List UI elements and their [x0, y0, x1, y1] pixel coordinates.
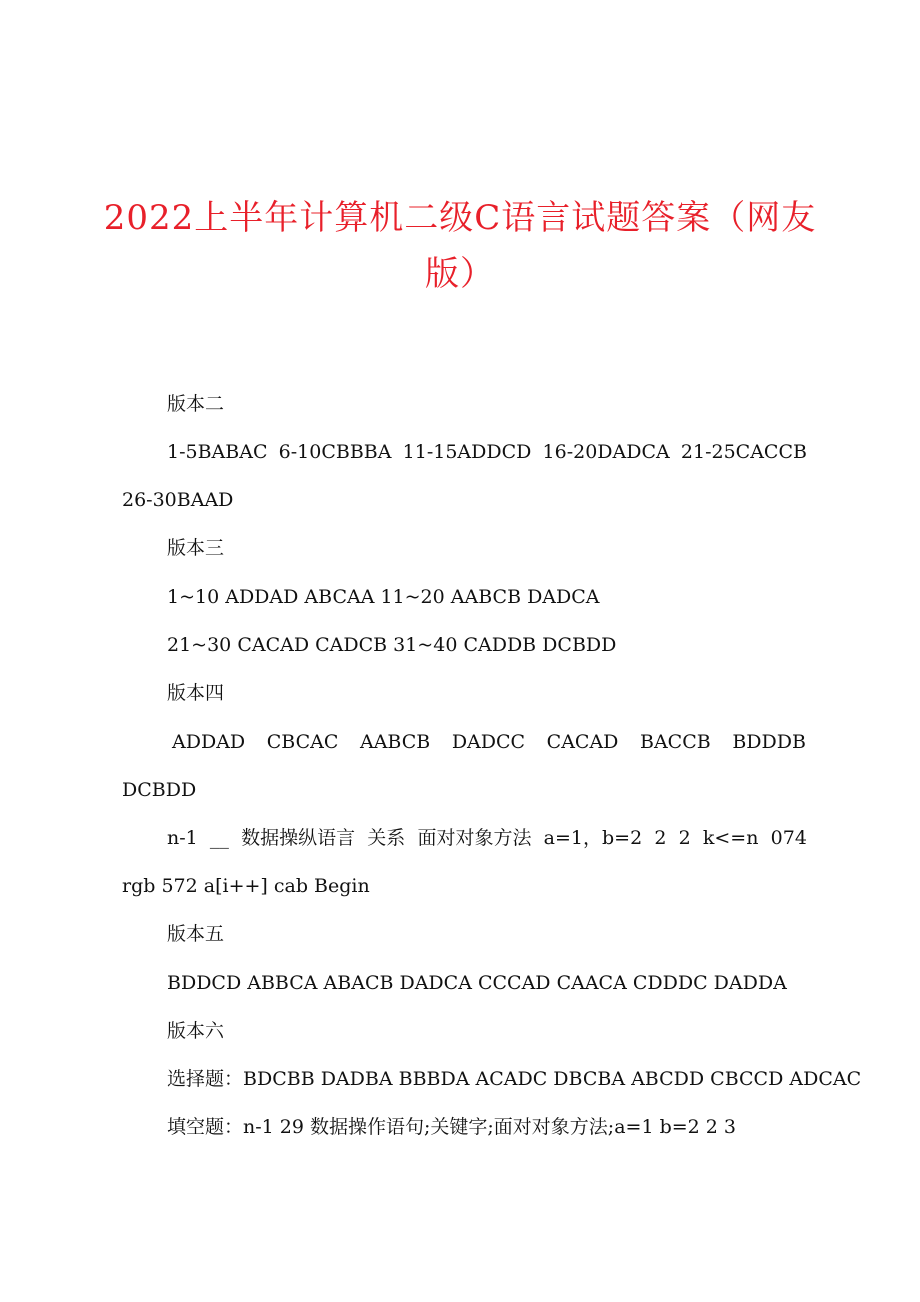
fill-answer: 2: [654, 827, 667, 849]
version-3-answers-line-2: 21~30 CACAD CADCB 31~40 CADDB DCBDD: [167, 634, 617, 656]
fill-answer: 074: [770, 827, 807, 849]
version-6-heading: 版本六: [167, 1020, 225, 1042]
fill-answer: 2: [678, 827, 691, 849]
document-title: 2022上半年计算机二级C语言试题答案（网友版）: [103, 198, 817, 294]
answer-group: CBCAC: [266, 731, 339, 753]
version-5-answers: BDDCD ABBCA ABACB DADCA CCCAD CAACA CDDDC DADDA: [167, 972, 787, 994]
version-3-heading: 版本三: [167, 537, 225, 559]
version-4-fill-answers-continued: rgb 572 a[i++] cab Begin: [122, 875, 370, 897]
answer-group: CACAD: [546, 731, 619, 753]
version-4-fill-answers: [167, 826, 807, 850]
answer-group: ADDAD: [172, 731, 246, 753]
answer-group: BACCB: [640, 731, 711, 753]
version-6-choice-answers: 选择题：BDCBB DADBA BBBDA ACADC DBCBA ABCDD CBCCD ADCAC: [167, 1068, 862, 1090]
answer-group: DADCC: [451, 731, 526, 753]
fill-answer: 面对对象方法: [417, 827, 532, 849]
version-2-answers: [167, 440, 807, 464]
version-4-heading: 版本四: [167, 682, 225, 704]
fill-answer: __: [209, 827, 229, 849]
answer-group: 21-25CACCB: [680, 441, 807, 463]
fill-answer: 关系: [367, 827, 406, 849]
fill-answer: 数据操纵语言: [241, 827, 356, 849]
fill-answer: k<=n: [702, 827, 759, 849]
answer-group: BDDDB: [732, 731, 806, 753]
answer-group: 16-20DADCA: [542, 441, 670, 463]
version-6-fill-answers: 填空题：n-1 29 数据操作语句;关键字;面对对象方法;a=1 b=2 2 3: [167, 1116, 737, 1138]
version-2-heading: 版本二: [167, 393, 225, 415]
fill-answer: a=1，b=2: [543, 827, 643, 849]
version-3-answers-line-1: 1~10 ADDAD ABCAA 11~20 AABCB DADCA: [167, 586, 600, 608]
answer-group: 11-15ADDCD: [402, 441, 532, 463]
answer-group: 6-10CBBBA: [278, 441, 392, 463]
answer-group: AABCB: [359, 731, 431, 753]
version-4-answers: [172, 730, 806, 754]
fill-answer: n-1: [167, 827, 198, 849]
version-4-answers-continued: DCBDD: [122, 779, 197, 801]
version-5-heading: 版本五: [167, 923, 225, 945]
answer-group: 1-5BABAC: [167, 441, 268, 463]
version-2-answers-continued: 26-30BAAD: [122, 489, 234, 511]
